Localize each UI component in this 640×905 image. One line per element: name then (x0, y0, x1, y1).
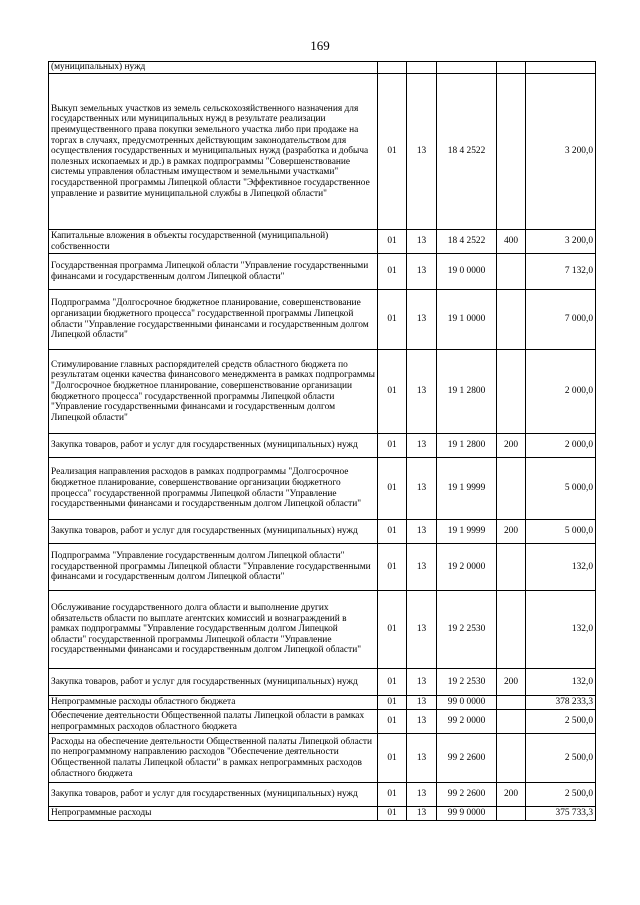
expense-type-code (497, 254, 526, 290)
target-article-code: 19 2 0000 (437, 544, 497, 591)
expense-type-code: 400 (497, 230, 526, 254)
row-name: Непрограммные расходы (49, 807, 378, 821)
row-name: Закупка товаров, работ и услуг для государственных (муниципальных) нужд (49, 520, 378, 544)
table-row (49, 350, 596, 434)
amount: 132,0 (526, 591, 596, 669)
row-name: Капитальные вложения в объекты государственной (муниципальной) собственности (49, 230, 378, 254)
amount (526, 62, 596, 74)
section-code: 01 (378, 807, 407, 821)
row-name: Обеспечение деятельности Общественной палаты Липецкой области в рамках непрограммных расходов областного бюджета (49, 710, 378, 734)
subsection-code: 13 (407, 544, 437, 591)
expense-type-code (497, 74, 526, 230)
subsection-code: 13 (407, 434, 437, 458)
section-code: 01 (378, 696, 407, 710)
amount: 3 200,0 (526, 74, 596, 230)
amount: 375 733,3 (526, 807, 596, 821)
table-row (49, 696, 596, 710)
row-name: Государственная программа Липецкой области "Управление государственными финансами и государственным долгом Липецкой области" (49, 254, 378, 290)
expense-type-code (497, 544, 526, 591)
section-code: 01 (378, 783, 407, 807)
expense-type-code (497, 62, 526, 74)
amount: 378 233,3 (526, 696, 596, 710)
amount: 132,0 (526, 669, 596, 696)
row-name: Расходы на обеспечение деятельности Общественной палаты Липецкой области по непрограммному направлению расходов "Обеспечение деятельности Общественной палаты Липецкой области" в рамках непрограммных расходов областного бюджета (49, 734, 378, 783)
expense-type-code: 200 (497, 520, 526, 544)
row-name: Стимулирование главных распорядителей средств областного бюджета по результатам оценки качества финансового менеджмента в рамках подпрограммы "Долгосрочное бюджетное планирование, совершенствование организации бюджетного процесса" государственной программы Липецкой области "Управление государственными финансами и государственным долгом Липецкой области" (49, 350, 378, 434)
table-row (49, 74, 596, 230)
row-name: Подпрограмма "Долгосрочное бюджетное планирование, совершенствование организации бюджетного процесса" государственной программы Липецкой области "Управление государственными финансами и государственным долгом Липецкой области" (49, 290, 378, 350)
target-article-code: 19 1 2800 (437, 350, 497, 434)
expense-type-code (497, 710, 526, 734)
section-code: 01 (378, 520, 407, 544)
amount: 2 500,0 (526, 734, 596, 783)
section-code: 01 (378, 734, 407, 783)
target-article-code: 19 0 0000 (437, 254, 497, 290)
section-code: 01 (378, 710, 407, 734)
section-code: 01 (378, 74, 407, 230)
expense-type-code: 200 (497, 669, 526, 696)
budget-table (48, 61, 596, 821)
section-code: 01 (378, 544, 407, 591)
subsection-code: 13 (407, 74, 437, 230)
table-row (49, 290, 596, 350)
subsection-code: 13 (407, 696, 437, 710)
page-number: 169 (310, 38, 330, 53)
table-row (49, 591, 596, 669)
table-row (49, 544, 596, 591)
expense-type-code (497, 290, 526, 350)
expense-type-code (497, 458, 526, 520)
amount: 2 500,0 (526, 783, 596, 807)
subsection-code: 13 (407, 783, 437, 807)
table-row (49, 230, 596, 254)
row-name: Закупка товаров, работ и услуг для государственных (муниципальных) нужд (49, 783, 378, 807)
amount: 7 000,0 (526, 290, 596, 350)
subsection-code (407, 62, 437, 74)
table-row (49, 783, 596, 807)
subsection-code: 13 (407, 807, 437, 821)
section-code: 01 (378, 290, 407, 350)
row-name: Непрограммные расходы областного бюджета (49, 696, 378, 710)
section-code: 01 (378, 350, 407, 434)
target-article-code: 19 2 2530 (437, 669, 497, 696)
expense-type-code: 200 (497, 434, 526, 458)
row-name: Закупка товаров, работ и услуг для государственных (муниципальных) нужд (49, 669, 378, 696)
subsection-code: 13 (407, 520, 437, 544)
table-row (49, 807, 596, 821)
table-row (49, 520, 596, 544)
target-article-code: 19 1 0000 (437, 290, 497, 350)
subsection-code: 13 (407, 669, 437, 696)
target-article-code: 18 4 2522 (437, 230, 497, 254)
target-article-code: 99 2 2600 (437, 734, 497, 783)
table-row (49, 458, 596, 520)
section-code: 01 (378, 254, 407, 290)
table-row (49, 62, 596, 74)
amount: 7 132,0 (526, 254, 596, 290)
table-row (49, 669, 596, 696)
section-code: 01 (378, 669, 407, 696)
target-article-code: 99 2 0000 (437, 710, 497, 734)
row-name: Подпрограмма "Управление государственным долгом Липецкой области" государственной программы Липецкой области "Управление государственными финансами и государственным долгом Липецкой области" (49, 544, 378, 591)
row-name: Закупка товаров, работ и услуг для государственных (муниципальных) нужд (49, 434, 378, 458)
subsection-code: 13 (407, 734, 437, 783)
expense-type-code (497, 696, 526, 710)
expense-type-code (497, 734, 526, 783)
target-article-code: 99 2 2600 (437, 783, 497, 807)
subsection-code: 13 (407, 254, 437, 290)
expense-type-code (497, 807, 526, 821)
row-name: Реализация направления расходов в рамках подпрограммы "Долгосрочное бюджетное планирование, совершенствование организации бюджетного процесса" государственной программы Липецкой области "Управление государственными финансами и государственным долгом Липецкой области" (49, 458, 378, 520)
table-row (49, 734, 596, 783)
section-code: 01 (378, 458, 407, 520)
section-code: 01 (378, 434, 407, 458)
amount: 132,0 (526, 544, 596, 591)
section-code: 01 (378, 230, 407, 254)
subsection-code: 13 (407, 458, 437, 520)
amount: 2 500,0 (526, 710, 596, 734)
row-name: (муниципальных) нужд (49, 62, 378, 74)
expense-type-code (497, 591, 526, 669)
amount: 5 000,0 (526, 520, 596, 544)
expense-type-code: 200 (497, 783, 526, 807)
table-row (49, 710, 596, 734)
subsection-code: 13 (407, 591, 437, 669)
amount: 2 000,0 (526, 434, 596, 458)
row-name: Выкуп земельных участков из земель сельскохозяйственного назначения для государственных или муниципальных нужд в результате реализации преимущественного права покупки земельного участка либо при продаже на торгах в случаях, предусмотренных действующим законодательством для осуществления государственных и муниципальных нужд (разработка и добыча полезных ископаемых и др.) в рамках подпрограммы "Совершенствование системы управления областным имуществом и земельными участками" государственной программы Липецкой области "Эффективное государственное управление и развитие муниципальной службы в Липецкой области" (49, 74, 378, 230)
table-row (49, 254, 596, 290)
target-article-code: 19 1 9999 (437, 520, 497, 544)
target-article-code: 99 0 0000 (437, 696, 497, 710)
target-article-code (437, 62, 497, 74)
row-name: Обслуживание государственного долга области и выполнение других обязательств области по выплате агентских комиссий и вознаграждений в рамках подпрограммы "Управление государственным долгом Липецкой области" государственной программы Липецкой области "Управление государственными финансами и государственным долгом Липецкой области" (49, 591, 378, 669)
target-article-code: 99 9 0000 (437, 807, 497, 821)
expense-type-code (497, 350, 526, 434)
subsection-code: 13 (407, 350, 437, 434)
target-article-code: 19 2 2530 (437, 591, 497, 669)
section-code (378, 62, 407, 74)
table-row (49, 434, 596, 458)
amount: 5 000,0 (526, 458, 596, 520)
target-article-code: 19 1 2800 (437, 434, 497, 458)
amount: 3 200,0 (526, 230, 596, 254)
section-code: 01 (378, 591, 407, 669)
subsection-code: 13 (407, 710, 437, 734)
subsection-code: 13 (407, 230, 437, 254)
target-article-code: 18 4 2522 (437, 74, 497, 230)
amount: 2 000,0 (526, 350, 596, 434)
target-article-code: 19 1 9999 (437, 458, 497, 520)
subsection-code: 13 (407, 290, 437, 350)
